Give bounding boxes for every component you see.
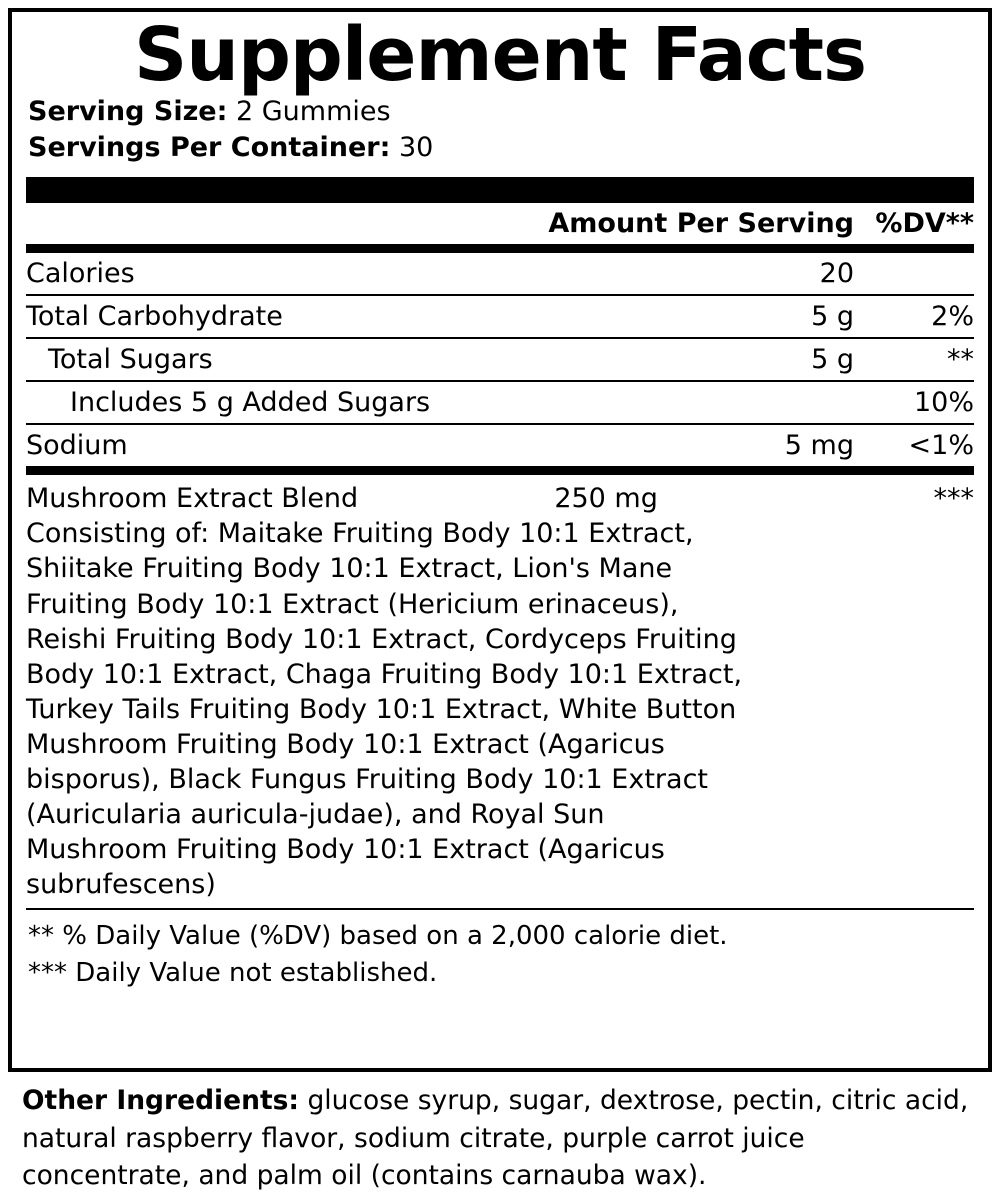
servings-per-container-label: Servings Per Container: (28, 131, 391, 163)
nutrition-table (26, 203, 974, 244)
row-name-sodium: Sodium (26, 430, 128, 462)
page-title: Supplement Facts (133, 12, 867, 98)
table-row (26, 295, 974, 338)
row-name-calories: Calories (26, 253, 727, 295)
table-row (26, 338, 974, 381)
row-dv-calories (864, 253, 974, 295)
divider-medium-blend (26, 466, 974, 475)
row-amount-sodium: 5 mg (784, 430, 854, 462)
blend-name: Mushroom Extract Blend (26, 483, 359, 515)
other-ingredients-value: glucose syrup, sugar, dextrose, pectin, citric acid, natural raspberry flavor, sodium citrate, purple carrot juice concentrate, and palm oil (contains carnauba wax). (22, 1085, 969, 1192)
row-amount-total-sugars: 5 g (727, 338, 864, 381)
divider-thick-top (26, 177, 974, 203)
row-name-total-carbohydrate: Total Carbohydrate (26, 295, 727, 338)
proprietary-blend-section (26, 475, 974, 908)
table-row (26, 253, 974, 295)
row-name-total-sugars: Total Sugars (26, 338, 727, 381)
other-ingredients (22, 1082, 972, 1195)
serving-size-value: 2 Gummies (236, 96, 391, 127)
serving-size-line (28, 94, 974, 130)
blend-amount: 250 mg (554, 483, 658, 515)
row-dv-total-sugars: ** (864, 338, 974, 381)
servings-per-container-value: 30 (398, 131, 434, 163)
blend-description: Consisting of: Maitake Fruiting Body 10:1 Extract, Shiitake Fruiting Body 10:1 Extract, Lion's Mane Fruiting Body 10:1 Extract (Hericium erinaceus), Reishi Fruiting Body 10:1 Extract, Cordyceps Fruiting Body 10:1 Extract, Chaga Fruiting Body 10:1 Extract, Turkey Tails Fruiting Body 10:1 Extract, White Button Mushroom Fruiting Body 10:1 Extract (Agaricus bisporus), Black Fungus Fruiting Body 10:1 Extract (Auricularia auricula-judae), and Royal Sun Mushroom Fruiting Body 10:1 Extract (Agaricus subrufescens) (26, 518, 743, 901)
blend-header-row (26, 481, 974, 516)
table-header-row (26, 203, 974, 244)
row-name-added-sugars: Includes 5 g Added Sugars (26, 381, 727, 424)
header-amount-per-serving: Amount Per Serving (548, 208, 854, 240)
row-amount-calories: 20 (727, 253, 864, 295)
table-row (26, 381, 974, 424)
footnotes (26, 910, 974, 996)
other-ingredients-label: Other Ingredients: (22, 1085, 299, 1116)
row-dv-sodium: <1% (908, 430, 974, 462)
row-amount-total-carbohydrate: 5 g (727, 295, 864, 338)
nutrient-rows (26, 253, 974, 466)
row-dv-total-carbohydrate: 2% (864, 295, 974, 338)
footnote-dv-not-established: *** Daily Value not established. (28, 958, 438, 989)
blend-dv: *** (933, 483, 974, 515)
header-daily-value: %DV** (875, 208, 974, 240)
divider-medium-header (26, 244, 974, 253)
row-amount-added-sugars (727, 381, 864, 424)
serving-size-label: Serving Size: (28, 96, 228, 127)
servings-per-container-line (28, 130, 974, 166)
table-row (26, 424, 974, 466)
row-dv-added-sugars: 10% (864, 381, 974, 424)
footnote-daily-value-basis: ** % Daily Value (%DV) based on a 2,000 calorie diet. (28, 921, 728, 952)
facts-panel (8, 8, 992, 1072)
